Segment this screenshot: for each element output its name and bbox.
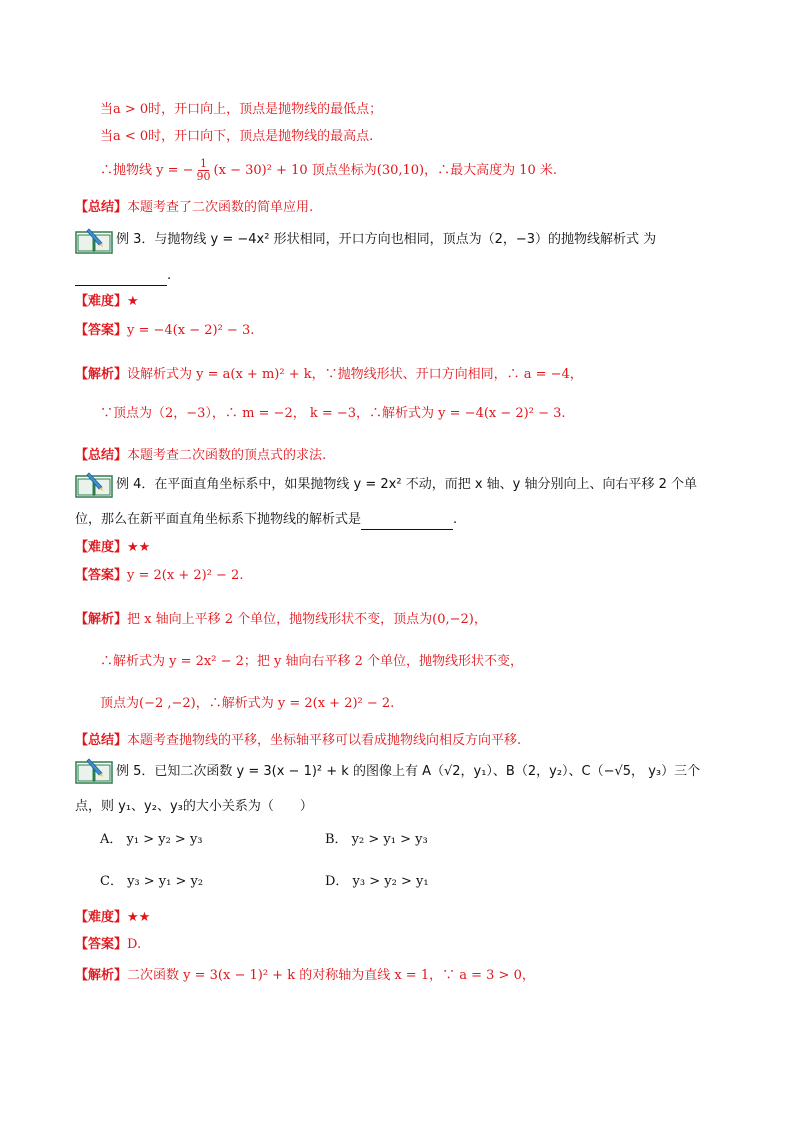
summary-4 — [75, 731, 521, 751]
blank-period: . — [167, 268, 172, 283]
fraction-denominator: 90 — [196, 170, 211, 183]
parabola-conclusion-line — [100, 158, 557, 183]
answer-text: D. — [127, 937, 142, 952]
option-d[interactable]: D． y₃ > y₂ > y₁ — [325, 874, 429, 889]
answer-blank-line[interactable] — [75, 271, 167, 286]
difficulty-tag: 【难度】 — [75, 910, 128, 925]
answer-tag: 【答案】 — [75, 323, 128, 338]
analysis-4-line-1 — [75, 610, 487, 630]
book-pencil-icon — [75, 470, 113, 498]
summary-text: 本题考查抛物线的平移，坐标轴平移可以看成抛物线向相反方向平移. — [127, 733, 522, 748]
answer-3 — [75, 321, 254, 341]
example-4-question-text: 位，那么在新平面直角坐标系下抛物线的解析式是 — [75, 512, 362, 527]
analysis-text: 二次函数 y = 3(x − 1)² + k 的对称轴为直线 x = 1，∵ a = 3 > 0， — [127, 968, 535, 983]
difficulty-stars: ★★ — [127, 910, 151, 925]
example-3-question: 例 3．与抛物线 y = −4x² 形状相同，开口方向也相同，顶点为（2，−3）的抛物线解析式 为 — [116, 232, 657, 247]
book-pencil-icon — [75, 226, 113, 254]
difficulty-5 — [75, 908, 150, 928]
conclusion-part-2: (x − 30)² + 10 顶点坐标为(30,10)，∴最大高度为 10 米. — [213, 163, 558, 178]
analysis-tag: 【解析】 — [75, 968, 128, 983]
summary-text: 本题考查二次函数的顶点式的求法. — [127, 448, 327, 463]
option-c[interactable]: C． y₃ > y₁ > y₂ — [100, 874, 204, 889]
answer-blank-line[interactable] — [361, 515, 453, 530]
summary-tag: 【总结】 — [75, 733, 128, 748]
summary-2 — [75, 198, 313, 218]
summary-3 — [75, 446, 326, 466]
analysis-3-line-2: ∵顶点为（2，−3），∴ m = −2， k = −3，∴解析式为 y = −4(x − 2)² − 3. — [100, 406, 566, 421]
summary-text: 本题考查了二次函数的简单应用. — [127, 200, 314, 215]
option-b[interactable]: B． y₂ > y₁ > y₃ — [325, 832, 428, 847]
option-a[interactable]: A． y₁ > y₂ > y₃ — [100, 832, 203, 847]
difficulty-stars: ★★ — [127, 540, 151, 555]
summary-tag: 【总结】 — [75, 448, 128, 463]
example-5-question-line-2: 点，则 y₁、y₂、y₃的大小关系为（ ） — [75, 799, 313, 814]
example-5-question-line-1: 例 5．已知二次函数 y = 3(x − 1)² + k 的图像上有 A（√2，y₁）、B（2，y₂）、C（−√5， y₃）三个 — [116, 764, 701, 779]
analysis-tag: 【解析】 — [75, 612, 128, 627]
difficulty-3 — [75, 292, 139, 312]
difficulty-stars: ★ — [127, 294, 139, 309]
example-3-answer-blank[interactable] — [75, 266, 171, 286]
example-4-question-line-1: 例 4．在平面直角坐标系中，如果抛物线 y = 2x² 不动，而把 x 轴、y 轴分别向上、向右平移 2 个单 — [116, 477, 698, 492]
fraction-numerator: 1 — [200, 157, 208, 170]
analysis-4-line-3: 顶点为(−2 ,−2)，∴解析式为 y = 2(x + 2)² − 2. — [100, 696, 395, 711]
analysis-text: 设解析式为 y = a(x + m)² + k，∵抛物线形状、开口方向相同，∴ a = −4， — [127, 367, 583, 382]
answer-tag: 【答案】 — [75, 568, 128, 583]
vertex-min-line: 当a > 0时，开口向上，顶点是抛物线的最低点； — [100, 102, 383, 117]
answer-text: y = 2(x + 2)² − 2. — [127, 568, 244, 583]
blank-period: . — [453, 512, 458, 527]
analysis-text: 把 x 轴向上平移 2 个单位，抛物线形状不变，顶点为(0,−2)， — [127, 612, 487, 627]
vertex-max-line: 当a < 0时，开口向下，顶点是抛物线的最高点. — [100, 129, 374, 144]
difficulty-tag: 【难度】 — [75, 540, 128, 555]
answer-4 — [75, 566, 243, 586]
fraction-1-90 — [195, 158, 213, 183]
conclusion-part-1: ∴抛物线 y = − — [100, 163, 194, 178]
answer-tag: 【答案】 — [75, 937, 128, 952]
answer-5 — [75, 935, 141, 955]
analysis-5-line-1 — [75, 966, 535, 986]
summary-tag: 【总结】 — [75, 200, 128, 215]
analysis-4-line-2: ∴解析式为 y = 2x² − 2；把 y 轴向右平移 2 个单位，抛物线形状不变， — [100, 654, 524, 669]
book-pencil-icon — [75, 756, 113, 784]
difficulty-4 — [75, 538, 150, 558]
example-4-question-line-2 — [75, 510, 457, 530]
analysis-3-line-1 — [75, 365, 583, 385]
difficulty-tag: 【难度】 — [75, 294, 128, 309]
answer-text: y = −4(x − 2)² − 3. — [127, 323, 255, 338]
analysis-tag: 【解析】 — [75, 367, 128, 382]
